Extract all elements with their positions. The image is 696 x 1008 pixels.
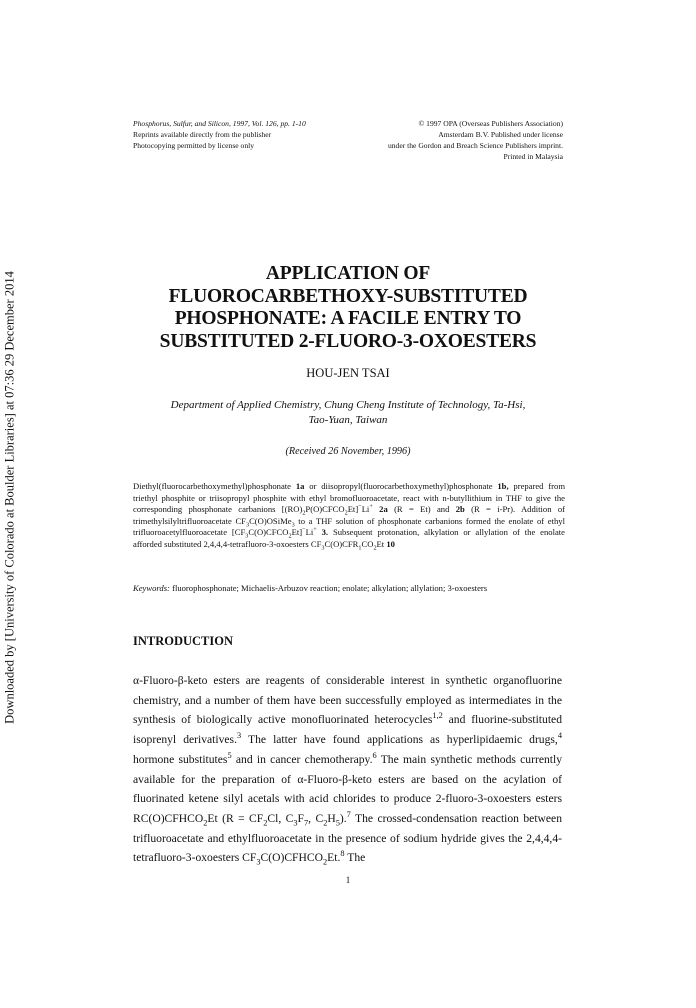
author-name: HOU-JEN TSAI [306,366,390,380]
body-segment: hormone substitutes [133,752,228,766]
abstract-segment: Et] [291,527,303,537]
keywords-text: fluorophosphonate; Michaelis-Arbuzov reaction; enolate; alkylation; allylation; 3-oxoesters [172,583,488,593]
abstract-segment: (R = Et) and [387,504,456,514]
abstract-segment: 1b, [497,481,509,491]
citation-line: Reprints available directly from the publisher [133,130,272,139]
copyright-line: Printed in Malaysia [503,152,563,161]
title-line: FLUOROCARBETHOXY-SUBSTITUTED [168,285,528,307]
abstract-segment: C(O)OSiMe [249,515,292,526]
body-segment: The main synthetic methods currently available for the preparation of α-Fluoro-β-keto esters are based on the acylation of fluorinated ketene silyl acetals with acid chlorides to produce 2-fluoro-3-oxoesters esters RC(O)CFHCO [133,752,562,825]
section-heading-introduction: INTRODUCTION [133,634,234,648]
copyright-notice [340,118,563,162]
body-segment: 7 [346,810,351,820]
abstract-segment: Li [361,504,370,514]
body-segment: 2 [323,818,328,828]
download-watermark-text: Downloaded by [University of Colorado at Boulder Libraries] at 07:36 29 December 2014 [2,271,17,724]
introduction-paragraph [133,671,562,868]
body-segment: α-Fluoro-β-keto esters are reagents of considerable interest in synthetic organofluorine chemistry, and a number of them have been successfully employed as intermediates in the synthesis of biologically active monofluorinated heterocycles [133,674,562,727]
affiliation-line: Tao-Yuan, Taiwan [308,414,388,426]
abstract-segment: 3. [321,527,329,537]
body-segment: Et (R = CF [207,811,264,825]
body-segment: 5 [227,750,232,760]
abstract-segment: 3 [321,544,325,552]
title-line: PHOSPHONATE: A FACILE ENTRY TO [174,308,522,329]
copyright-line: under the Gordon and Breach Science Publishers imprint. [387,141,563,150]
body-segment: 2 [323,857,328,867]
abstract-segment: C(O)CFCO [248,527,289,537]
body-segment: C(O)CFHCO [260,851,323,865]
abstract-segment: to a THF solution of phosphonate carbanions formed the enolate of ethyl trifluoroacetylfluoroacetate [CF [133,515,565,537]
abstract-segment: 1a [295,481,305,491]
abstract-segment: Li [305,527,314,537]
abstract-segment: Subsequent protonation, alkylation or allylation of the enolate afforded substituted 2,4,4,4-tetrafluoro-3-oxoesters CF [133,527,565,549]
abstract-segment: 2 [302,509,306,517]
abstract [133,481,565,550]
copyright-line: © 1997 OPA (Overseas Publishers Association) [418,119,563,128]
keywords [133,583,565,593]
abstract-segment: prepared from triethyl phosphite or triisopropyl phosphite with ethyl bromofluoroacetate, react with n-butyllithium in THF to give the corresponding phosphonate carbanions [(RO) [133,481,566,514]
body-segment: 4 [557,731,562,741]
abstract-segment: 2 [373,544,377,552]
body-segment: 3 [293,818,298,828]
body-segment: 6 [372,750,377,760]
abstract-segment: 2 [344,509,348,517]
abstract-segment: P(O)CFCO [305,504,345,514]
abstract-segment: Diethyl(fluorocarbethoxymethyl)phosphonate [133,481,296,491]
body-segment: 8 [340,849,345,859]
download-watermark [0,0,20,1008]
abstract-segment: + [369,503,373,511]
keywords-label: Keywords: [133,583,170,593]
body-segment: 3 [256,857,261,867]
abstract-segment: (R = i-Pr). Addition of trimethylsilyltrifluoroacetate CF [133,504,565,526]
body-segment: H [327,811,336,825]
abstract-segment: 3 [291,521,295,529]
abstract-segment: Et] [347,504,359,514]
affiliation-line: Department of Applied Chemistry, Chung Cheng Institute of Technology, Ta-Hsi, [170,399,526,411]
abstract-segment: CO [361,538,374,549]
abstract-segment: 2b [455,504,465,514]
abstract-segment: 3 [245,532,249,540]
body-segment: The [344,851,366,865]
abstract-segment: 2 [288,532,292,540]
abstract-segment: or diisopropyl(fluorocarbethoxymethyl)phosphonate [304,481,498,491]
body-segment: ). [339,811,347,825]
abstract-segment: 1 [358,544,362,552]
body-segment: The crossed-condensation reaction between trifluoroacetate and ethylfluoroacetate in the presence of sodium hydride gives the 2,4,4,4-tetrafluoro-3-oxoesters CF [133,811,562,865]
abstract-segment: 2a [379,504,388,514]
copyright-line: Amsterdam B.V. Published under license [438,130,563,139]
body-segment: 7 [303,818,309,828]
abstract-segment: + [313,526,317,534]
citation-line: Phosphorus, Sulfur, and Silicon, 1997, Vol. 126, pp. 1-10 [133,119,306,128]
title-line: SUBSTITUTED 2-FLUORO-3-OXOESTERS [159,330,537,352]
citation-line: Photocopying permitted by license only [133,141,255,150]
body-segment: F [297,811,304,825]
paper-title [130,263,566,353]
received-date: (Received 26 November, 1996) [285,446,411,457]
abstract-segment: 3 [245,521,250,529]
abstract-segment: − [302,526,306,534]
journal-citation [133,118,306,151]
body-segment: 5 [335,818,340,828]
body-segment: 1,2 [432,711,443,721]
body-segment: and fluorine-substituted isoprenyl derivatives. [133,713,562,747]
body-segment: 2 [203,818,208,828]
abstract-segment: − [358,503,362,511]
body-segment: Cl, C [267,811,294,825]
body-segment: 3 [236,731,242,741]
abstract-segment: C(O)CFR [324,538,359,549]
body-segment: 2 [263,818,268,828]
page-number: 1 [345,875,351,885]
body-segment: , C [308,811,324,825]
abstract-segment: Et [376,538,387,549]
body-segment: and in cancer chemotherapy. [231,752,373,766]
body-segment: Et. [327,851,341,865]
title-line: APPLICATION OF [265,263,431,284]
abstract-segment: 10 [386,538,395,549]
author-affiliation [130,398,566,428]
body-segment: The latter have found applications as hyperlipidaemic drugs, [241,733,558,747]
